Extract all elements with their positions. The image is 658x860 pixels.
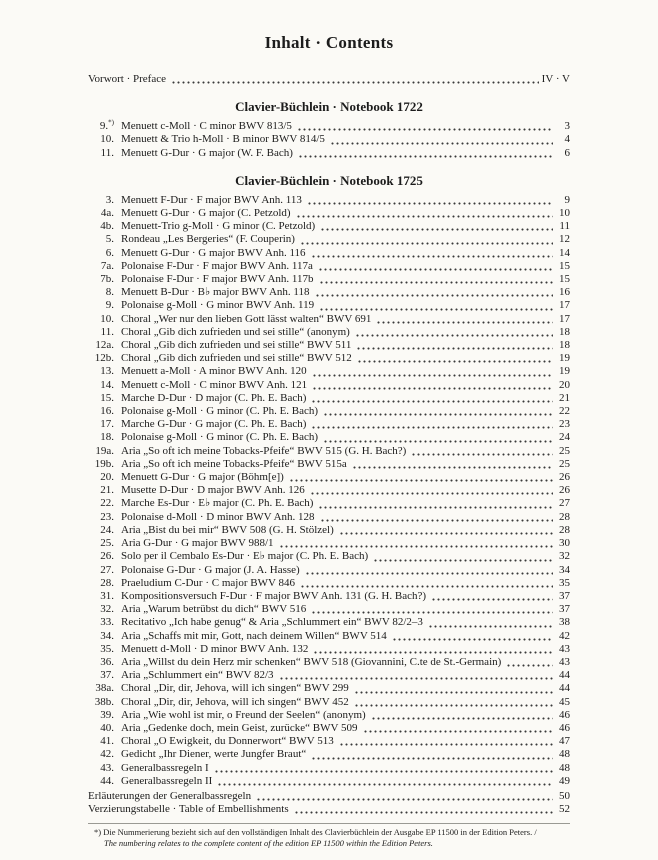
entry-title: Erläuterungen der Generalbassregeln (88, 789, 252, 802)
entry-page: 14 (559, 246, 570, 259)
toc-entry-row (88, 445, 570, 458)
entry-page: 50 (559, 789, 570, 802)
toc-entry-row (88, 550, 570, 563)
entry-number: 28. (100, 576, 114, 589)
entry-title: Generalbassregeln I (121, 761, 209, 774)
preface-row (88, 73, 570, 86)
leader-dots (323, 431, 553, 442)
entry-page: 17 (559, 312, 570, 325)
toc-entry-row (88, 471, 570, 484)
leader-dots (279, 669, 553, 680)
entry-title: Recitativo „Ich habe genug“ & Aria „Schlummert ein“ BWV 82/2–3 (121, 616, 423, 629)
toc-entry-row (88, 365, 570, 378)
leader-dots (354, 682, 553, 693)
entry-title: Aria G-Dur · G major BWV 988/1 (121, 537, 274, 550)
entry-page: 21 (559, 391, 570, 404)
entry-title: Aria „Gedenke doch, mein Geist, zurücke“ BWV 509 (121, 721, 358, 734)
entry-number: 23. (100, 510, 114, 523)
entry-title: Menuett G-Dur · G major (C. Petzold) (121, 207, 291, 220)
toc-sections (88, 99, 570, 788)
entry-number: 9. (105, 299, 114, 312)
entry-page: 48 (559, 748, 570, 761)
toc-entry-row (88, 392, 570, 405)
leader-dots (311, 748, 553, 759)
entry-page: 27 (559, 497, 570, 510)
entry-number: 34. (100, 629, 114, 642)
leader-dots (300, 577, 553, 588)
leader-dots (279, 537, 553, 548)
leader-dots (297, 120, 553, 131)
entry-page: 30 (559, 537, 570, 550)
entry-number: 36. (100, 655, 114, 668)
entry-number: 32. (100, 603, 114, 616)
entry-title: Aria „Wie wohl ist mir, o Freund der Seelen“ (anonym) (121, 708, 366, 721)
entry-page: 24 (559, 431, 570, 444)
entry-number: 19a. (95, 444, 114, 457)
toc-entry-row (88, 603, 570, 616)
preface-label: Vorwort · Preface (88, 73, 166, 85)
entry-title: Gedicht „Ihr Diener, werte Jungfer Braut“ (121, 748, 307, 761)
entry-title: Choral „Gib dich zufrieden und sei stille“ BWV 512 (121, 352, 352, 365)
toc-entry-row (88, 133, 570, 146)
entry-number: 43. (100, 761, 114, 774)
toc-entry-row (88, 722, 570, 735)
toc-entry-row (88, 656, 570, 669)
leader-dots (319, 273, 554, 284)
toc-entry-row (88, 643, 570, 656)
entry-title: Menuett G-Dur · G major BWV Anh. 116 (121, 246, 306, 259)
leader-dots (352, 458, 553, 469)
entry-title: Choral „Gib dich zufrieden und sei stille“ BWV 511 (121, 339, 352, 352)
entry-page: 19 (559, 365, 570, 378)
entry-number: 24. (100, 523, 114, 536)
leader-dots (311, 392, 553, 403)
entry-title: Menuett B-Dur · B♭ major BWV Anh. 118 (121, 286, 310, 299)
leader-dots (315, 286, 553, 297)
toc-entry-row (88, 790, 570, 803)
toc-entry-row (88, 616, 570, 629)
leader-dots (214, 762, 553, 773)
leader-dots (318, 497, 553, 508)
entry-title: Aria „So oft ich meine Tobacks-Pfeife“ BWV 515 (G. H. Bach?) (121, 444, 407, 457)
entry-number: 25. (100, 537, 114, 550)
entry-number: 20. (100, 471, 114, 484)
toc-entry-row (88, 524, 570, 537)
footnote (88, 823, 570, 848)
entry-page: 4 (564, 133, 570, 146)
entry-page: 35 (559, 576, 570, 589)
leader-dots (296, 207, 553, 218)
entry-title: Menuett-Trio g-Moll · G minor (C. Petzold) (121, 220, 316, 233)
toc-entry-row (88, 696, 570, 709)
toc-entry-row (88, 537, 570, 550)
toc-entry-row (88, 260, 570, 273)
entry-page: 3 (564, 120, 570, 133)
entry-number: 6. (105, 246, 114, 259)
entry-page: 10 (559, 207, 570, 220)
entry-number: 33. (100, 616, 114, 629)
leader-dots (300, 233, 553, 244)
entry-title: Aria „So oft ich meine Tobacks-Pfeife“ BWV 515a (121, 457, 347, 470)
entry-number: 18. (100, 431, 114, 444)
entry-page: 28 (559, 523, 570, 536)
toc-entry-row (88, 564, 570, 577)
entry-title: Marche G-Dur · G major (C. Ph. E. Bach) (121, 418, 307, 431)
leader-dots (363, 722, 553, 733)
entry-number: 8. (105, 286, 114, 299)
entry-title: Menuett & Trio h-Moll · B minor BWV 814/5 (121, 133, 325, 146)
entry-number: 22. (100, 497, 114, 510)
leader-dots (506, 656, 553, 667)
entry-page: 43 (559, 642, 570, 655)
page-title: Inhalt · Contents (264, 33, 394, 52)
leader-dots (171, 73, 539, 84)
leader-dots (373, 550, 553, 561)
toc-entry-row (88, 803, 570, 816)
leader-dots (256, 790, 553, 801)
section-heading: Clavier-Büchlein · Notebook 1722 (235, 99, 423, 115)
entry-number: 42. (100, 748, 114, 761)
toc-entry-row (88, 418, 570, 431)
leader-dots (355, 326, 553, 337)
toc-entry-row (88, 405, 570, 418)
toc-entry-row (88, 339, 570, 352)
entry-number: 10. (100, 312, 114, 325)
entry-title: Musette D-Dur · D major BWV Anh. 126 (121, 484, 305, 497)
entry-title: Menuett d-Moll · D minor BWV Anh. 132 (121, 642, 309, 655)
footnote-ref: *) (108, 118, 114, 127)
entry-number: 4b. (100, 220, 114, 233)
leader-dots (411, 445, 553, 456)
toc-entry-row (88, 326, 570, 339)
toc-entry-row (88, 120, 570, 133)
toc-entry-row (88, 511, 570, 524)
toc-entry-row (88, 194, 570, 207)
leader-dots (431, 590, 553, 601)
entry-page: 15 (559, 259, 570, 272)
entry-number: 39. (100, 708, 114, 721)
leader-dots (310, 484, 553, 495)
toc-entry-row (88, 497, 570, 510)
entry-title: Menuett a-Moll · A minor BWV Anh. 120 (121, 365, 307, 378)
entry-page: 20 (559, 378, 570, 391)
toc-entry-row (88, 147, 570, 160)
entry-title: Choral „Dir, dir, Jehova, will ich singen“ BWV 299 (121, 682, 349, 695)
entry-number: 37. (100, 669, 114, 682)
entry-number: 15. (100, 391, 114, 404)
footnote-line1: *) Die Nummerierung bezieht sich auf den vollständigen Inhalt des Clavierbüchlein der Ausgabe EP 11500 in der Edition Peters. / (94, 827, 537, 838)
entry-page: 12 (559, 233, 570, 246)
entry-page: 52 (559, 803, 570, 816)
entry-number: 16. (100, 405, 114, 418)
entry-page: 6 (564, 146, 570, 159)
entry-number: 40. (100, 721, 114, 734)
entry-page: 17 (559, 299, 570, 312)
entry-page: 46 (559, 708, 570, 721)
leader-dots (330, 133, 553, 144)
entry-title: Polonaise d-Moll · D minor BWV Anh. 128 (121, 510, 315, 523)
leader-dots (289, 471, 553, 482)
entry-title: Generalbassregeln II (121, 774, 213, 787)
toc-entry-row (88, 220, 570, 233)
leader-dots (354, 696, 553, 707)
leader-dots (357, 352, 553, 363)
entry-title: Kompositionsversuch F-Dur · F major BWV Anh. 131 (G. H. Bach?) (121, 589, 427, 602)
leader-dots (319, 299, 553, 310)
leader-dots (320, 511, 553, 522)
leader-dots (320, 220, 553, 231)
toc-entry-row (88, 273, 570, 286)
entry-page: 38 (559, 616, 570, 629)
entry-number: 5. (105, 233, 114, 246)
entry-page: 44 (559, 682, 570, 695)
toc-entry-row (88, 630, 570, 643)
entry-number: 10. (100, 133, 114, 146)
toc-entry-row (88, 352, 570, 365)
entry-page: 9 (564, 193, 570, 206)
entry-page: 45 (559, 695, 570, 708)
leader-dots (356, 339, 553, 350)
entry-number: 9.*) (99, 118, 114, 133)
entry-page: 18 (559, 339, 570, 352)
entry-page: 26 (559, 484, 570, 497)
leader-dots (376, 313, 553, 324)
entry-page: 49 (559, 774, 570, 787)
toc-entry-row (88, 431, 570, 444)
toc-entry-row (88, 709, 570, 722)
entry-title: Choral „Gib dich zufrieden und sei stille“ (anonym) (121, 325, 350, 338)
toc-extras (88, 790, 570, 816)
toc-entry-row (88, 775, 570, 788)
toc-entry-row (88, 735, 570, 748)
entry-page: 48 (559, 761, 570, 774)
toc-entry-row (88, 682, 570, 695)
entry-number: 12b. (94, 352, 114, 365)
toc-entry-row (88, 484, 570, 497)
entry-title: Marche Es-Dur · E♭ major (C. Ph. E. Bach) (121, 497, 314, 510)
entry-page: 28 (559, 510, 570, 523)
entry-title: Choral „Dir, dir, Jehova, will ich singen“ BWV 452 (121, 695, 349, 708)
entry-page: 34 (559, 563, 570, 576)
entry-title: Praeludium C-Dur · C major BWV 846 (121, 576, 295, 589)
toc-entry-row (88, 286, 570, 299)
entry-number: 11. (100, 325, 114, 338)
entry-title: Solo per il Cembalo Es-Dur · E♭ major (C. Ph. E. Bach) (121, 550, 369, 563)
entry-page: 18 (559, 325, 570, 338)
leader-dots (294, 803, 553, 814)
entry-title: Polonaise g-Moll · G minor (C. Ph. E. Bach) (121, 431, 319, 444)
leader-dots (217, 775, 553, 786)
leader-dots (339, 524, 553, 535)
section-heading: Clavier-Büchlein · Notebook 1725 (235, 172, 423, 188)
entry-page: 19 (559, 352, 570, 365)
entry-page: 37 (559, 589, 570, 602)
toc-entry-row (88, 207, 570, 220)
toc-entry-row (88, 748, 570, 761)
toc-entry-row (88, 669, 570, 682)
entry-number: 4a. (100, 207, 114, 220)
toc-entry-row (88, 247, 570, 260)
entry-page: 37 (559, 603, 570, 616)
leader-dots (312, 365, 553, 376)
leader-dots (318, 260, 553, 271)
entry-title: Aria „Willst du dein Herz mir schenken“ BWV 518 (Giovannini, C.te de St.-Germain) (121, 655, 502, 668)
toc-entry-row (88, 313, 570, 326)
entry-page: 11 (559, 220, 570, 233)
entry-page: 25 (559, 444, 570, 457)
toc-entry-row (88, 590, 570, 603)
entry-page: 44 (559, 669, 570, 682)
entry-title: Polonaise g-Moll · G minor (C. Ph. E. Bach) (121, 405, 319, 418)
entry-page: 22 (559, 405, 570, 418)
leader-dots (298, 147, 553, 158)
entry-number: 7a. (100, 259, 114, 272)
entry-title: Marche D-Dur · D major (C. Ph. E. Bach) (121, 391, 307, 404)
entry-number: 7b. (100, 273, 114, 286)
toc-entry-row (88, 299, 570, 312)
leader-dots (311, 603, 553, 614)
entry-number: 27. (100, 563, 114, 576)
entry-title: Aria „Bist du bei mir“ BWV 508 (G. H. Stölzel) (121, 523, 334, 536)
entry-number: 21. (100, 484, 114, 497)
entry-title: Polonaise G-Dur · G major (J. A. Hasse) (121, 563, 300, 576)
entry-page: 25 (559, 457, 570, 470)
entry-title: Choral „O Ewigkeit, du Donnerwort“ BWV 513 (121, 735, 334, 748)
entry-number: 38a. (95, 682, 114, 695)
entry-title: Menuett c-Moll · C minor BWV Anh. 121 (121, 378, 308, 391)
entry-title: Menuett G-Dur · G major (W. F. Bach) (121, 146, 293, 159)
entry-title: Choral „Wer nur den lieben Gott lässt walten“ BWV 691 (121, 312, 372, 325)
entry-number: 13. (100, 365, 114, 378)
toc-entry-row (88, 233, 570, 246)
leader-dots (371, 709, 553, 720)
leader-dots (313, 643, 553, 654)
preface-page: IV · V (541, 73, 570, 85)
entry-page: 16 (559, 286, 570, 299)
leader-dots (305, 564, 553, 575)
entry-title: Aria „Warum betrübst du dich“ BWV 516 (121, 603, 307, 616)
entry-title: Aria „Schlummert ein“ BWV 82/3 (121, 669, 274, 682)
toc-content (88, 0, 570, 848)
entry-number: 12a. (95, 339, 114, 352)
entry-page: 15 (559, 273, 570, 286)
entry-page: 26 (559, 471, 570, 484)
entry-number: 31. (100, 589, 114, 602)
leader-dots (311, 418, 553, 429)
leader-dots (392, 630, 553, 641)
entry-page: 46 (559, 721, 570, 734)
entry-title: Polonaise g-Moll · G minor BWV Anh. 119 (121, 299, 315, 312)
entry-page: 32 (559, 550, 570, 563)
toc-entry-row (88, 379, 570, 392)
entry-page: 43 (559, 655, 570, 668)
toc-entry-row (88, 577, 570, 590)
entry-number: 3. (105, 193, 114, 206)
leader-dots (323, 405, 553, 416)
entry-number: 44. (100, 774, 114, 787)
entry-number: 38b. (94, 695, 114, 708)
entry-page: 23 (559, 418, 570, 431)
entry-title: Menuett c-Moll · C minor BWV 813/5 (121, 120, 292, 133)
entry-page: 47 (559, 735, 570, 748)
leader-dots (339, 735, 553, 746)
entry-number: 41. (100, 735, 114, 748)
toc-entry-row (88, 458, 570, 471)
entry-title: Menuett G-Dur · G major (Böhm[e]) (121, 471, 284, 484)
entry-title: Aria „Schaffs mit mir, Gott, nach deinem Willen“ BWV 514 (121, 629, 387, 642)
entry-number: 17. (100, 418, 114, 431)
entry-page: 42 (559, 629, 570, 642)
entry-title: Polonaise F-Dur · F major BWV Anh. 117a (121, 259, 313, 272)
leader-dots (428, 616, 553, 627)
toc-entry-row (88, 762, 570, 775)
entry-number: 11. (100, 146, 114, 159)
entry-number: 14. (100, 378, 114, 391)
footnote-line2: The numbering relates to the complete content of the edition EP 11500 within the Edition Peters. (104, 837, 433, 848)
entry-number: 26. (100, 550, 114, 563)
entry-title: Polonaise F-Dur · F major BWV Anh. 117b (121, 273, 314, 286)
leader-dots (307, 194, 553, 205)
entry-title: Menuett F-Dur · F major BWV Anh. 113 (121, 193, 302, 206)
leader-dots (311, 247, 553, 258)
entry-title: Rondeau „Les Bergeries“ (F. Couperin) (121, 233, 295, 246)
entry-number: 35. (100, 642, 114, 655)
entry-title: Verzierungstabelle · Table of Embellishments (88, 803, 289, 816)
leader-dots (312, 379, 553, 390)
entry-number: 19b. (94, 457, 114, 470)
